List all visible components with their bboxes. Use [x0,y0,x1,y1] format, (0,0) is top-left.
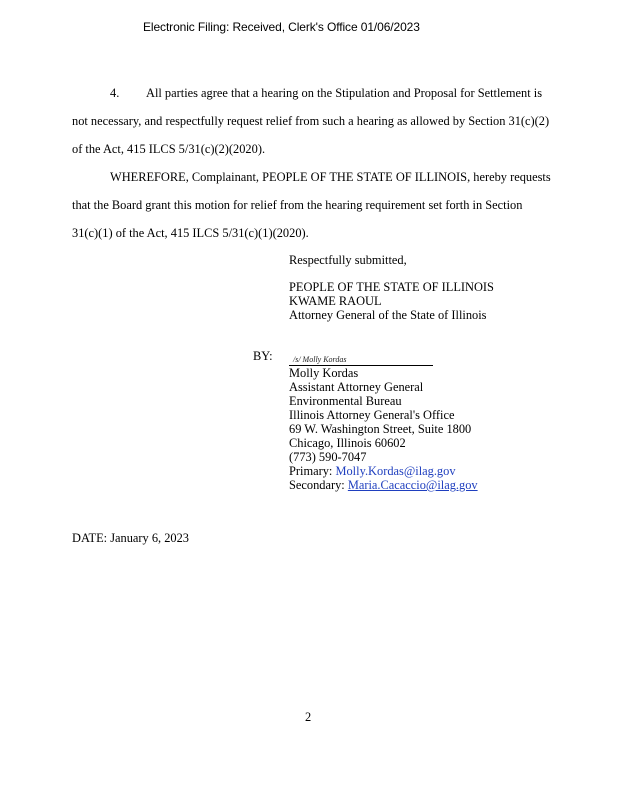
wherefore-line-2: that the Board grant this motion for relief from the hearing requirement set forth in Section [72,198,523,212]
office-phone: (773) 590-7047 [289,450,367,464]
attorney-general-name: KWAME RAOUL [289,294,382,308]
by-label: BY: [253,349,273,363]
electronic-signature: /s/ Molly Kordas [289,354,433,366]
paragraph-4-line-3: of the Act, 415 ILCS 5/31(c)(2)(2020). [72,142,266,156]
signer-name: Molly Kordas [289,366,359,380]
attorney-general-title: Attorney General of the State of Illinois [289,308,487,322]
paragraph-4-line-1: All parties agree that a hearing on the Stipulation and Proposal for Settlement is [146,86,543,100]
filing-stamp-header: Electronic Filing: Received, Clerk's Office 01/06/2023 [143,20,420,34]
date-line: DATE: January 6, 2023 [72,531,190,545]
page-number: 2 [305,710,312,724]
primary-email-line [289,464,478,478]
signer-office: Illinois Attorney General's Office [289,408,455,422]
signer-title: Assistant Attorney General [289,380,424,394]
primary-email-link[interactable]: Molly.Kordas@ilag.gov [335,464,456,478]
secondary-email-label: Secondary: [289,478,348,492]
party-name: PEOPLE OF THE STATE OF ILLINOIS [289,280,494,294]
secondary-email-line [289,478,478,492]
secondary-email-link[interactable]: Maria.Cacaccio@ilag.gov [347,478,478,492]
wherefore-line-1: WHEREFORE, Complainant, PEOPLE OF THE STATE OF ILLINOIS, hereby requests [110,170,551,184]
office-city: Chicago, Illinois 60602 [289,436,406,450]
respectfully-submitted: Respectfully submitted, [289,253,407,267]
signer-bureau: Environmental Bureau [289,394,402,408]
wherefore-line-3: 31(c)(1) of the Act, 415 ILCS 5/31(c)(1)(2020). [72,226,309,240]
primary-email-label: Primary: [289,464,336,478]
paragraph-number: 4. [110,86,120,100]
paragraph-4-line-2: not necessary, and respectfully request relief from such a hearing as allowed by Section 31(c)(2) [72,114,550,128]
office-street: 69 W. Washington Street, Suite 1800 [289,422,472,436]
signature-block [289,351,478,492]
